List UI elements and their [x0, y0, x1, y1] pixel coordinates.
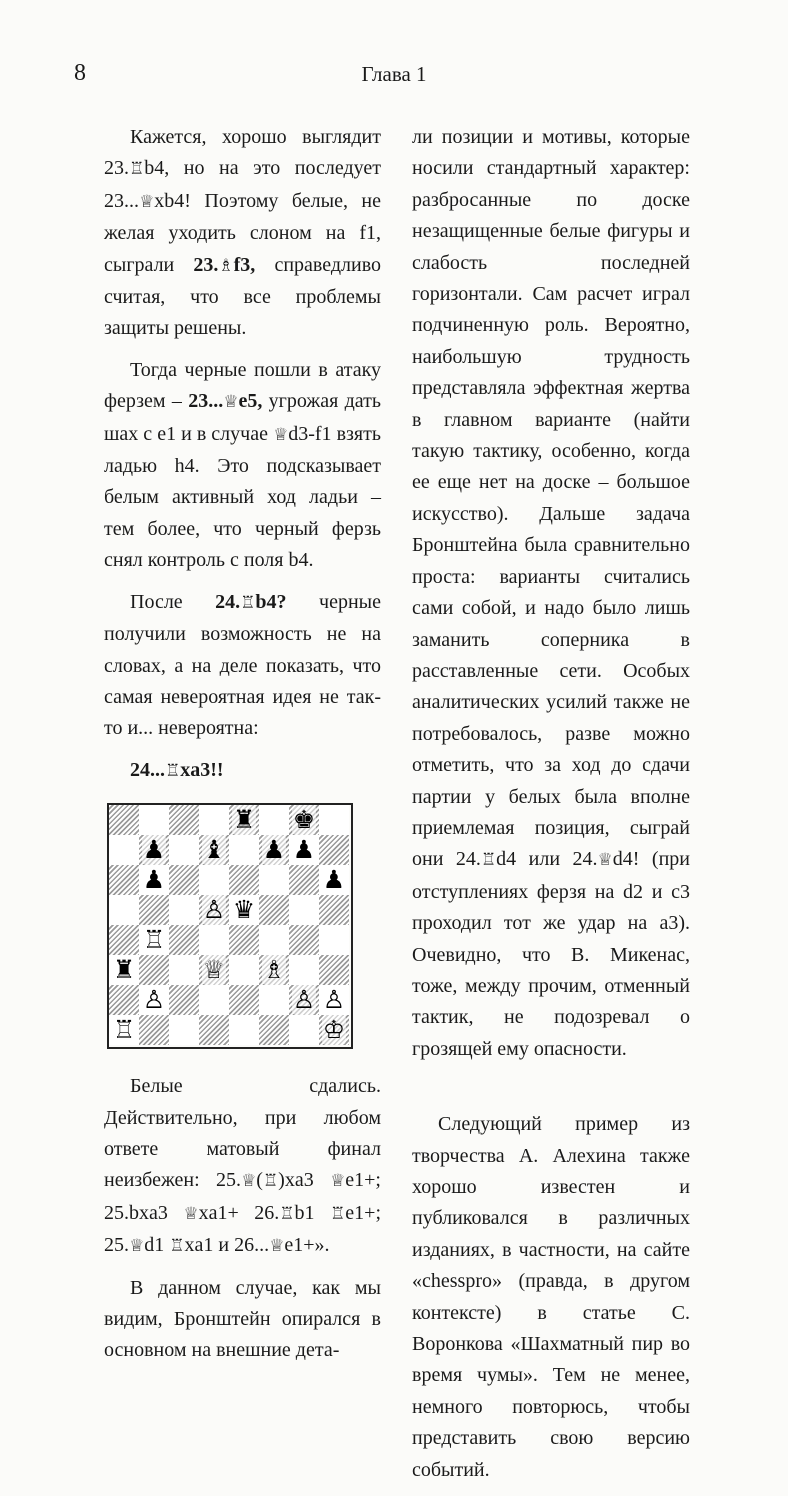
square-f2: [259, 985, 289, 1015]
square-a1: [109, 1015, 139, 1045]
paragraph: Белые сдались. Действительно, при любом ответе матовый финал неизбежен: 25.♕(♖)xa3 ♕e1+; 25.bxa3 ♕xa1+ 26.♖b1 ♖e1+; 25.♕d1 ♖xa1 и 26...♕e1+».: [104, 1075, 381, 1257]
chess-piece-icon: ♟: [142, 835, 166, 865]
rook-icon: ♖: [480, 850, 497, 871]
square-b3: [139, 955, 169, 985]
square-b6: [139, 865, 169, 895]
queen-icon: ♕: [223, 392, 239, 413]
square-h8: [319, 805, 349, 835]
square-c3: [169, 955, 199, 985]
chess-piece-icon: ♝: [202, 835, 226, 865]
square-e4: [229, 925, 259, 955]
queen-icon: ♕: [183, 1203, 199, 1224]
chess-piece-icon: ♙: [202, 895, 226, 925]
square-e7: [229, 835, 259, 865]
square-b2: [139, 985, 169, 1015]
square-c1: [169, 1015, 199, 1045]
square-h6: [319, 865, 349, 895]
chess-piece-icon: ♟: [142, 865, 166, 895]
square-a6: [109, 865, 139, 895]
chess-piece-icon: ♟: [262, 835, 286, 865]
paragraph: В данном случае, как мы видим, Бронштейн опирался в основном на внешние дета-: [104, 1276, 381, 1362]
rook-icon: ♖: [165, 760, 181, 781]
square-b5: [139, 895, 169, 925]
square-e3: [229, 955, 259, 985]
square-h5: [319, 895, 349, 925]
left-column: [104, 122, 381, 1377]
square-d7: [199, 835, 229, 865]
square-d8: [199, 805, 229, 835]
square-g6: [289, 865, 319, 895]
chess-piece-icon: ♛: [232, 895, 256, 925]
page-number: 8: [74, 60, 86, 86]
chess-diagram: [107, 803, 353, 1049]
chess-piece-icon: ♜: [232, 805, 256, 835]
square-g3: [289, 955, 319, 985]
chess-piece-icon: ♕: [202, 955, 226, 985]
queen-icon: ♕: [330, 1171, 346, 1192]
square-h2: [319, 985, 349, 1015]
chess-piece-icon: ♙: [142, 985, 166, 1015]
square-e6: [229, 865, 259, 895]
chess-piece-icon: ♜: [112, 955, 136, 985]
paragraph: Следующий пример из творчества А. Алехина также хорошо известен и публиковался в различных изданиях, в частности, на сайте «chesspro» (правда, в другом контексте) в статье С. Воронкова «Шахматный пир во время чумы». Тем не менее, немного повторюсь, чтобы представить свою версию событий.: [412, 1113, 690, 1481]
move-line: 24...♖xa3!!: [130, 758, 224, 781]
square-f6: [259, 865, 289, 895]
square-a2: [109, 985, 139, 1015]
running-header-chapter: Глава 1: [361, 62, 427, 86]
square-g2: [289, 985, 319, 1015]
paragraph: Кажется, хорошо выглядит 23.♖b4, но на это последует 23...♕xb4! Поэтому белые, не желая уходить слоном на f1, сыграли 23.♗f3, справедливо считая, что все проблемы защиты решены.: [104, 126, 381, 340]
right-column: [412, 122, 690, 1496]
rook-icon: ♖: [240, 592, 256, 613]
square-c6: [169, 865, 199, 895]
square-g4: [289, 925, 319, 955]
square-g8: [289, 805, 319, 835]
square-h4: [319, 925, 349, 955]
paragraph: После 24.♖b4? черные получили возможность не на словах, а на деле показать, что самая невероятная идея не так-то и... невероятна:: [104, 590, 381, 740]
rook-icon: ♖: [169, 1236, 185, 1257]
square-f7: [259, 835, 289, 865]
rook-icon: ♖: [262, 1171, 279, 1192]
chess-piece-icon: ♟: [292, 835, 316, 865]
square-f5: [259, 895, 289, 925]
square-e5: [229, 895, 259, 925]
square-f4: [259, 925, 289, 955]
queen-icon: ♕: [129, 1236, 145, 1257]
square-h1: [319, 1015, 349, 1045]
square-f3: [259, 955, 289, 985]
square-f8: [259, 805, 289, 835]
square-c7: [169, 835, 199, 865]
queen-icon: ♕: [272, 424, 289, 445]
chess-piece-icon: ♗: [262, 955, 286, 985]
square-d3: [199, 955, 229, 985]
rook-icon: ♖: [330, 1203, 346, 1224]
square-g7: [289, 835, 319, 865]
square-d2: [199, 985, 229, 1015]
square-c4: [169, 925, 199, 955]
chess-piece-icon: ♚: [292, 805, 316, 835]
square-c8: [169, 805, 199, 835]
square-a3: [109, 955, 139, 985]
queen-icon: ♕: [139, 191, 155, 212]
square-b8: [139, 805, 169, 835]
square-b1: [139, 1015, 169, 1045]
bishop-icon: ♗: [218, 255, 234, 276]
square-b7: [139, 835, 169, 865]
square-c2: [169, 985, 199, 1015]
chess-piece-icon: ♟: [322, 865, 346, 895]
square-h7: [319, 835, 349, 865]
chess-piece-icon: ♖: [112, 1015, 136, 1045]
square-a8: [109, 805, 139, 835]
queen-icon: ♕: [597, 850, 613, 871]
square-c5: [169, 895, 199, 925]
square-d1: [199, 1015, 229, 1045]
queen-icon: ♕: [269, 1236, 285, 1257]
square-h3: [319, 955, 349, 985]
square-b4: [139, 925, 169, 955]
square-d6: [199, 865, 229, 895]
chess-piece-icon: ♙: [292, 985, 316, 1015]
paragraph: ли позиции и мотивы, которые носили стандартный характер: разбросанные по доске незащищенные белые фигуры и слабость последней горизонтали. Сам расчет играл подчиненную роль. Вероятно, наибольшую трудность представляла эффектная жертва в главном варианте (найти такую тактику, особенно, когда ее еще нет на доске – большое искусство). Дальше задача Бронштейна была сравнительно проста: варианты считались сами собой, и надо было лишь заманить соперника в расставленные сети. Особых аналитических усилий также не потребовалось, разве можно отметить, что за ход до сдачи партии у белых была вполне приемлемая позиция, сыграй они 24.♖d4 или 24.♕d4! (при отступлениях ферзя на d2 и c3 проходил тот же удар на a3). Очевидно, что В. Микенас, тоже, между прочим, отменный тактик, не подозревал о грозящей ему опасности.: [412, 126, 690, 1060]
chess-piece-icon: ♙: [322, 985, 346, 1015]
square-d5: [199, 895, 229, 925]
square-g5: [289, 895, 319, 925]
rook-icon: ♖: [129, 159, 145, 180]
square-a7: [109, 835, 139, 865]
square-e8: [229, 805, 259, 835]
square-d4: [199, 925, 229, 955]
square-e2: [229, 985, 259, 1015]
chess-piece-icon: ♔: [322, 1015, 346, 1045]
square-f1: [259, 1015, 289, 1045]
square-a5: [109, 895, 139, 925]
queen-icon: ♕: [240, 1171, 257, 1192]
square-g1: [289, 1015, 319, 1045]
rook-icon: ♖: [279, 1203, 295, 1224]
square-e1: [229, 1015, 259, 1045]
chess-board: [109, 805, 349, 1045]
paragraph: Тогда черные пошли в атаку ферзем – 23...♕e5, угрожая дать шах с e1 и в случае ♕d3-f1 взять ладью h4. Это подсказывает белым активный ход ладьи – тем более, что черный ферзь снял контроль с поля b4.: [104, 358, 381, 572]
square-a4: [109, 925, 139, 955]
chess-piece-icon: ♖: [142, 925, 166, 955]
